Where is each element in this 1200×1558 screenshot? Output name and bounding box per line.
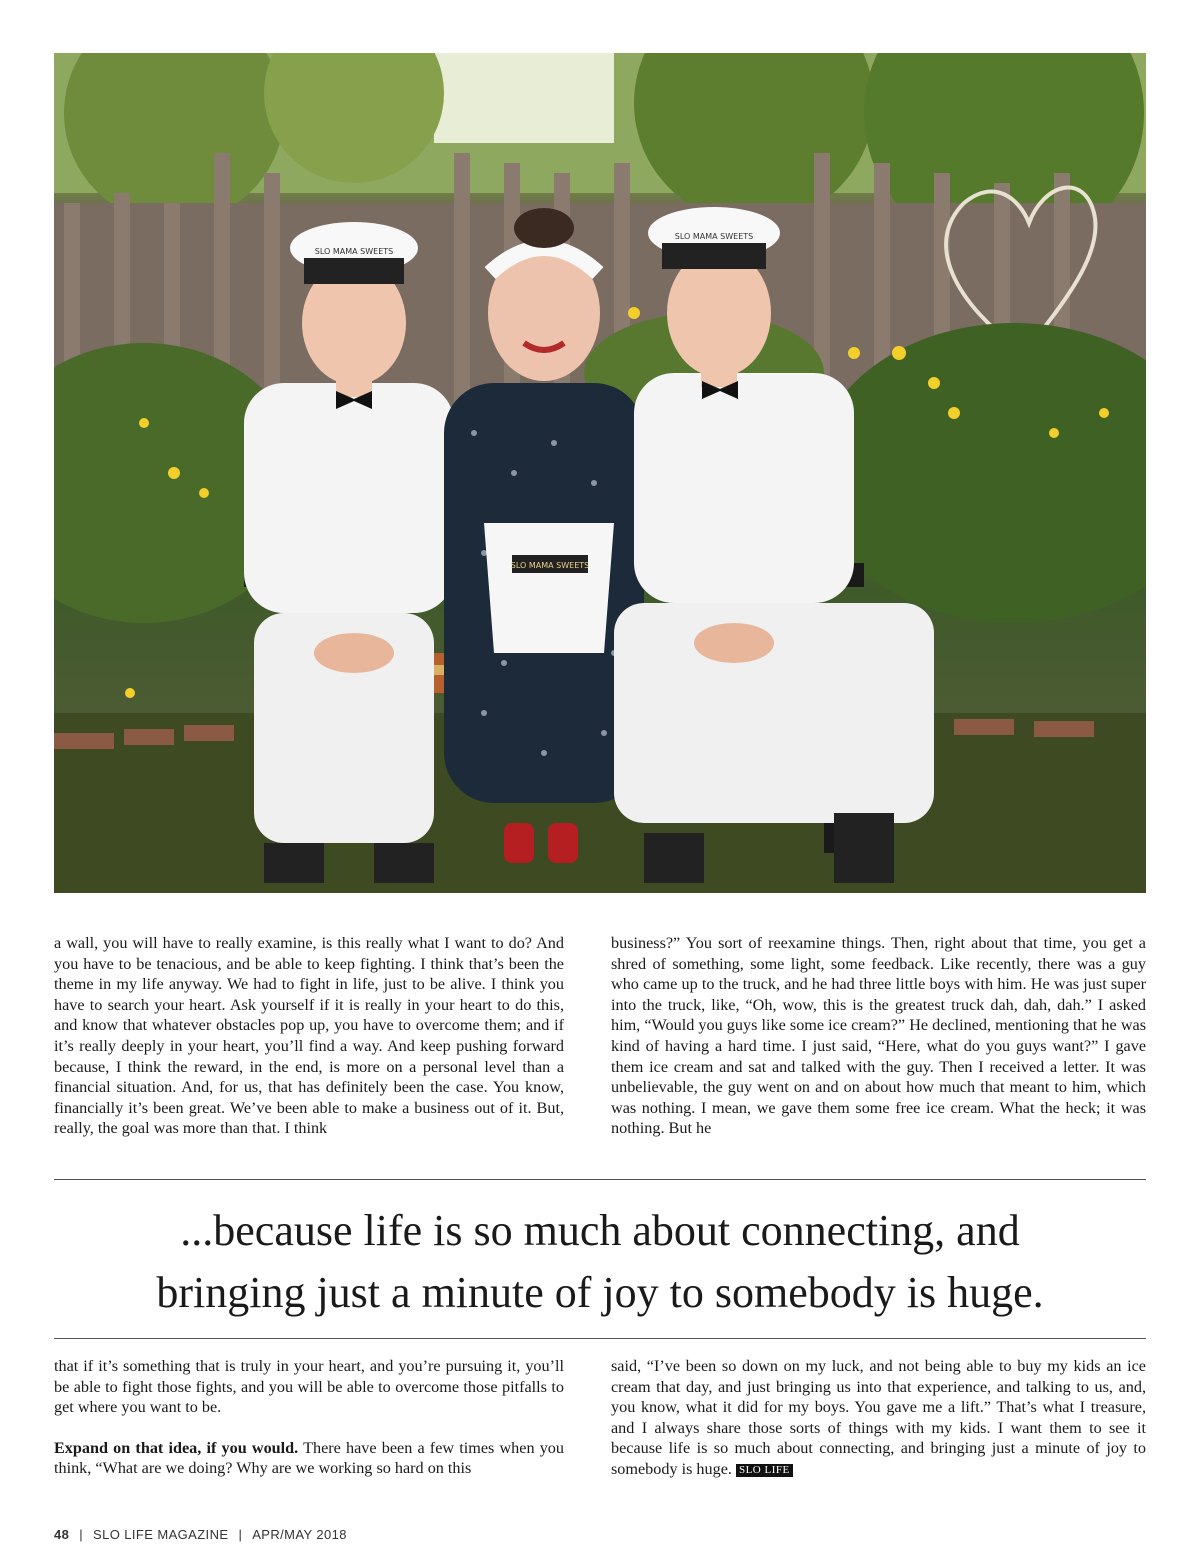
pull-quote [54, 1200, 1146, 1324]
page-number: 48 [54, 1527, 70, 1542]
answer-text: There have been a few times when you think, “What are we doing? Why are we working so hard on this [54, 1438, 564, 1478]
article-column-right-bottom [611, 1356, 1146, 1480]
paragraph [54, 1438, 564, 1479]
paragraph [611, 1356, 1146, 1480]
family-portrait-illustration [54, 53, 1146, 893]
article-column-right-top [611, 933, 1146, 1139]
article-column-left-bottom [54, 1356, 564, 1479]
article-column-left-top [54, 933, 564, 1139]
pull-quote-line: ...because life is so much about connecting, and [180, 1206, 1020, 1255]
footer-divider: | [238, 1527, 243, 1542]
pull-quote-rule-top [54, 1179, 1146, 1180]
footer-divider: | [79, 1527, 84, 1542]
cap-label-right: SLO MAMA SWEETS [674, 232, 754, 241]
paragraph: business?” You sort of reexamine things. Then, right about that time, you get a shred of something, some light, some feedback. Like recently, there was a guy who came up to the truck, and he had three little boys with him. He was just super into the truck, like, “Oh, wow, this is the greatest truck dah, dah, dah.” I asked him, “Would you guys like some ice cream?” He declined, mentioning that he was kind of having a hard time. I just said, “Here, what do you guys want?” I gave them ice cream and sat and talked with the guy. Then I received a letter. It was unbelievable, the guy went on and on about how much that meant to him, which was nothing. I mean, we gave them some free ice cream. What the heck; it was nothing. But he [611, 934, 1146, 1138]
interview-question: Expand on that idea, if you would. [54, 1438, 299, 1457]
cap-label-left: SLO MAMA SWEETS [314, 247, 394, 256]
feature-photo [54, 53, 1146, 893]
answer-text: said, “I’ve been so down on my luck, and not being able to buy my kids an ice cream that day, and just bringing us into that experience, and talking to us, and, you know, what it did for my boys. You gave me a lift.” That’s what I treasure, and I always share those sorts of things with my kids. I want them to see it because life is so much about connecting, and bringing just a minute of joy to somebody is huge. [611, 1357, 1146, 1478]
pull-quote-line: bringing just a minute of joy to somebody is huge. [156, 1268, 1044, 1317]
end-badge: SLO LIFE [736, 1464, 793, 1477]
apron-label: SLO MAMA SWEETS [510, 561, 590, 570]
paragraph: a wall, you will have to really examine, is this really what I want to do? And you have to be tenacious, and be able to keep fighting. I think that’s been the theme in my life anyway. We had to fight in life, just to be alive. I think you have to search your heart. Ask yourself if it is really in your heart to do this, and know that whatever obstacles pop up, you have to overcome them; and if it’s really deeply in your heart, you’ll find a way. And keep pushing forward because, I think the reward, in the end, is more on a personal level than a financial situation. And, for us, that has definitely been the case. You know, financially it’s been great. We’ve been able to make a business out of it. But, really, the goal was more than that. I think [54, 934, 564, 1138]
paragraph: that if it’s something that is truly in your heart, and you’re pursuing it, you’ll be able to fight those fights, and you will be able to overcome those pitfalls to get where you want to be. [54, 1357, 564, 1417]
pull-quote-rule-bottom [54, 1338, 1146, 1339]
issue-date: APR/MAY 2018 [252, 1527, 347, 1542]
magazine-name: SLO LIFE MAGAZINE [93, 1527, 229, 1542]
page-footer [54, 1527, 347, 1542]
